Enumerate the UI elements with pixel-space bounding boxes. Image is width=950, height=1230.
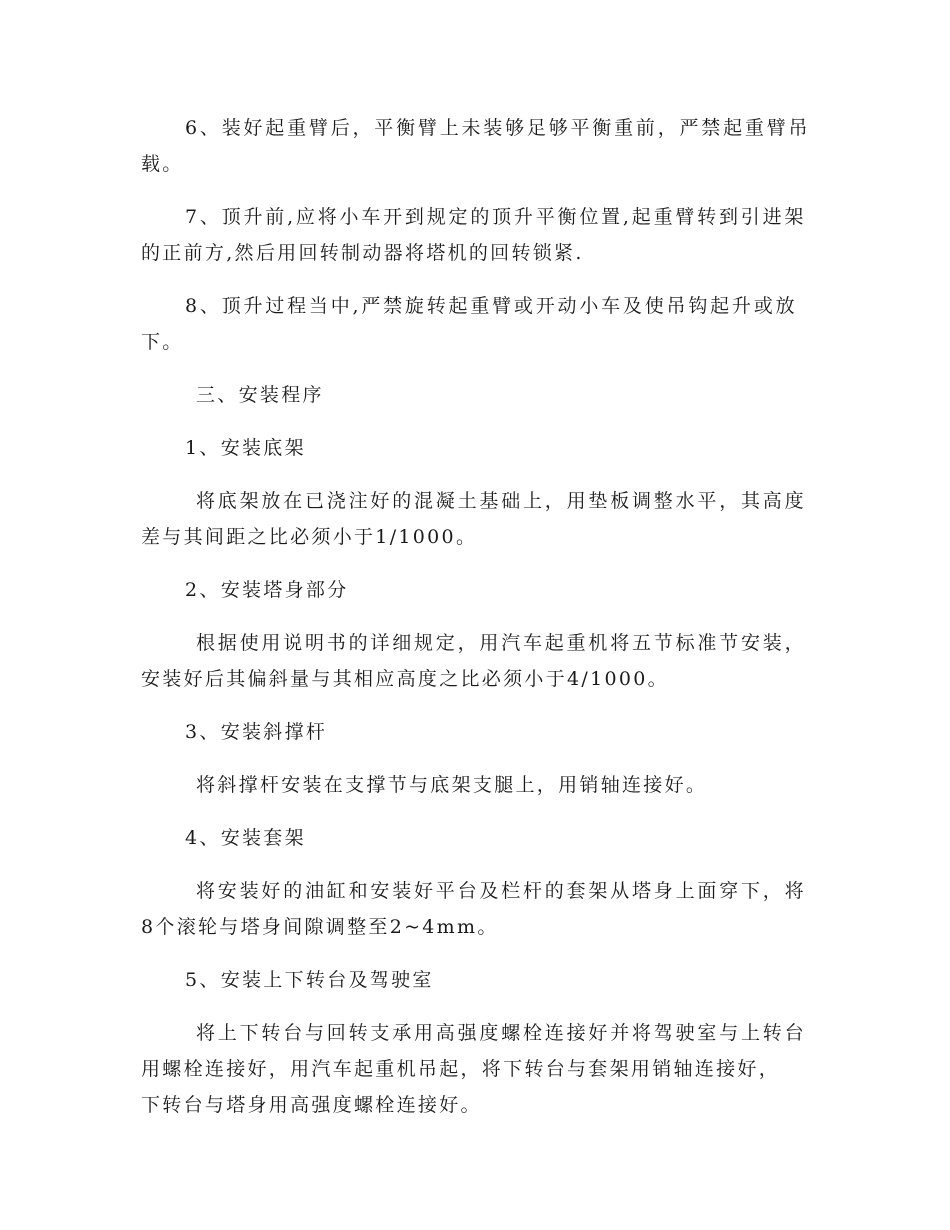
paragraph-item-6-line-1: 6、装好起重臂后，平衡臂上未装够足够平衡重前，严禁起重臂吊 <box>185 117 811 139</box>
step-1-body-line-1: 将底架放在已浇注好的混凝土基础上，用垫板调整水平，其高度 <box>196 490 807 512</box>
step-5-body-line-2: 用螺栓连接好，用汽车起重机吊起，将下转台与套架用销轴连接好， <box>141 1058 781 1080</box>
section-heading-install-procedure: 三、安装程序 <box>196 384 324 406</box>
step-2-heading: 2、安装塔身部分 <box>185 579 349 601</box>
step-4-body-line-2: 8个滚轮与塔身间隙调整至2~4mm。 <box>141 916 499 938</box>
step-2-body-line-2: 安装好后其偏斜量与其相应高度之比必须小于4/1000。 <box>141 668 669 690</box>
step-5-body-line-3: 下转台与塔身用高强度螺栓连接好。 <box>141 1094 482 1116</box>
step-2-body-line-1: 根据使用说明书的详细规定，用汽车起重机将五节标准节安装， <box>196 632 807 654</box>
paragraph-item-8-line-1: 8、顶升过程当中,严禁旋转起重臂或开动小车及使吊钩起升或放 <box>185 295 798 317</box>
step-4-body-line-1: 将安装好的油缸和安装好平台及栏杆的套架从塔身上面穿下，将 <box>196 880 807 902</box>
step-3-body-line-1: 将斜撑杆安装在支撑节与底架支腿上，用销轴连接好。 <box>196 774 708 796</box>
step-5-body-line-1: 将上下转台与回转支承用高强度螺栓连接好并将驾驶室与上转台 <box>196 1022 807 1044</box>
paragraph-item-7-line-2: 的正前方,然后用回转制动器将塔机的回转锁紧. <box>141 242 584 264</box>
paragraph-item-6-line-2: 载。 <box>141 153 184 175</box>
step-5-heading: 5、安装上下转台及驾驶室 <box>185 969 434 991</box>
step-3-heading: 3、安装斜撑杆 <box>185 721 328 743</box>
paragraph-item-8-line-2: 下。 <box>141 331 184 353</box>
step-4-heading: 4、安装套架 <box>185 827 306 849</box>
step-1-body-line-2: 差与其间距之比必须小于1/1000。 <box>141 526 478 548</box>
step-1-heading: 1、安装底架 <box>185 437 306 459</box>
paragraph-item-7-line-1: 7、顶升前,应将小车开到规定的顶升平衡位置,起重臂转到引进架 <box>185 206 807 228</box>
